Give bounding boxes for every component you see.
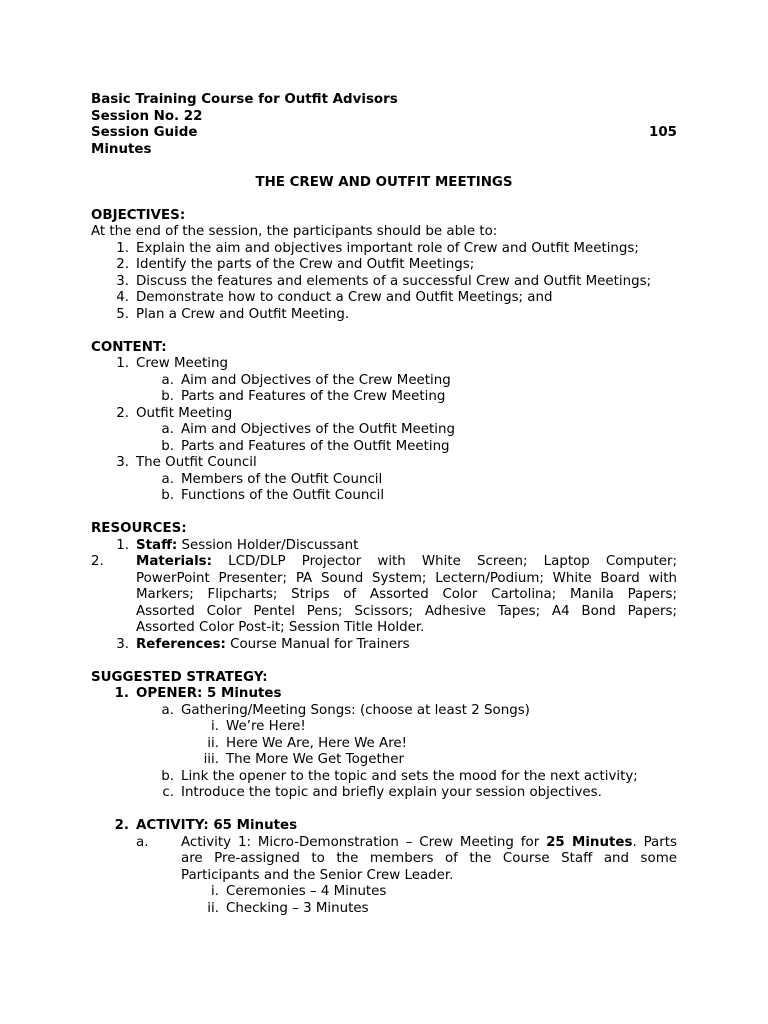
objectives-list (91, 241, 677, 324)
objective-item: 4. Demonstrate how to conduct a Crew and Outfit Meetings; and (116, 290, 553, 305)
activity-item-a-line: are Pre-assigned to the members of the Course Staff and some (181, 851, 677, 866)
strategy-list (91, 686, 677, 802)
content-subitem: a. Aim and Objectives of the Outfit Meeting (161, 422, 455, 437)
activity-part: ii. Checking – 3 Minutes (207, 900, 369, 916)
song-item: iii. The More We Get Together (203, 752, 404, 767)
resources-list (91, 538, 677, 654)
activity-part: i. Ceremonies – 4 Minutes (211, 884, 387, 899)
strategy-activity: 2. ACTIVITY: 65 Minutes (114, 818, 298, 833)
session-duration-number: 105 (649, 125, 677, 140)
content-subitem: a. Aim and Objectives of the Crew Meeting (161, 372, 451, 388)
resource-materials-line: Markers; Flipcharts; Strips of Assorted Color Cartolina; Manila Papers; (136, 587, 677, 602)
resource-materials-line: Assorted Color Post-it; Session Title Holder. (136, 620, 425, 635)
opener-item-c: c. Introduce the topic and briefly explain your session objectives. (162, 785, 602, 800)
content-item: 2. Outfit Meeting (116, 405, 233, 421)
activity-item-a: a. Activity 1: Micro-Demonstration – Crew Meeting for 25 Minutes. Parts (136, 834, 677, 850)
resource-materials-line: Assorted Color Pentel Pens; Scissors; Adhesive Tapes; A4 Bond Papers; (136, 603, 677, 619)
course-title: Basic Training Course for Outfit Advisors (91, 92, 398, 107)
session-guide-row (91, 125, 677, 142)
resource-materials-line: PowerPoint Presenter; PA Sound System; Lectern/Podium; White Board with (136, 570, 677, 586)
session-number: Session No. 22 (91, 108, 203, 124)
session-title: THE CREW AND OUTFIT MEETINGS (255, 174, 513, 190)
content-subitem: a. Members of the Outfit Council (161, 471, 383, 487)
resource-references: 3. References: Course Manual for Trainers (116, 636, 410, 652)
strategy-opener: 1. OPENER: 5 Minutes (114, 686, 282, 701)
opener-item-a: a. Gathering/Meeting Songs: (choose at least 2 Songs) (161, 702, 530, 718)
strategy-list-activity (91, 818, 677, 917)
content-heading: CONTENT: (91, 339, 167, 355)
content-subitem: b. Functions of the Outfit Council (161, 488, 385, 503)
objective-item: 1. Explain the aim and objectives important role of Crew and Outfit Meetings; (116, 240, 639, 256)
objectives-heading: OBJECTIVES: (91, 207, 186, 223)
document-page (91, 92, 677, 917)
resource-materials: 2. Materials: LCD/DLP Projector with White Screen; Laptop Computer; (91, 554, 677, 569)
objective-item: 5. Plan a Crew and Outfit Meeting. (116, 306, 350, 322)
song-item: i. We’re Here! (211, 719, 306, 734)
content-item: 1. Crew Meeting (116, 356, 228, 371)
content-subitem: b. Parts and Features of the Crew Meeting (161, 389, 446, 404)
objectives-intro: At the end of the session, the participants should be able to: (91, 224, 498, 239)
session-duration-unit: Minutes (91, 141, 152, 157)
content-subitem: b. Parts and Features of the Outfit Meeting (161, 438, 450, 454)
resource-staff: 1. Staff: Session Holder/Discussant (116, 537, 359, 553)
content-item: 3. The Outfit Council (116, 455, 257, 470)
resources-heading: RESOURCES: (91, 521, 187, 536)
activity-item-a-line: Participants and the Senior Crew Leader. (181, 867, 454, 883)
strategy-heading: SUGGESTED STRATEGY: (91, 669, 268, 685)
session-guide-label: Session Guide (91, 125, 198, 140)
song-item: ii. Here We Are, Here We Are! (207, 735, 408, 751)
objective-item: 3. Discuss the features and elements of a successful Crew and Outfit Meetings; (116, 273, 652, 289)
opener-item-b: b. Link the opener to the topic and sets the mood for the next activity; (161, 768, 638, 784)
content-list (91, 356, 677, 505)
objective-item: 2. Identify the parts of the Crew and Outfit Meetings; (116, 257, 475, 272)
